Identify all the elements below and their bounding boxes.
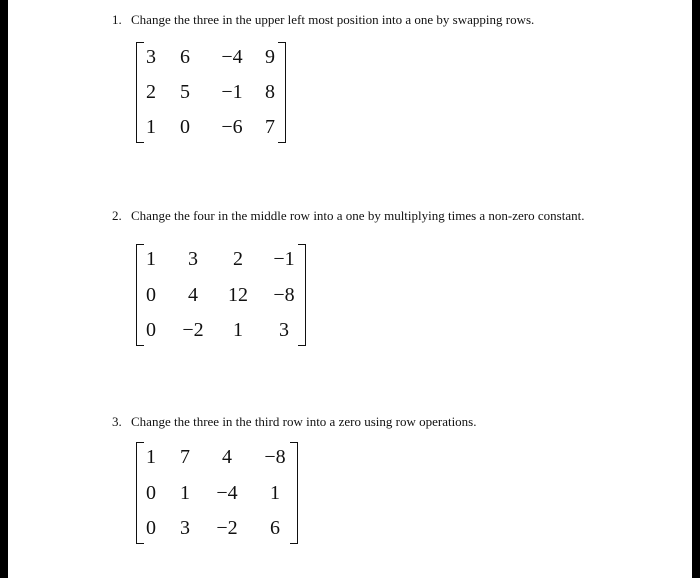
problem-2-statement: [112, 208, 584, 224]
right-bracket: [290, 442, 298, 544]
matrix-cell: 2: [146, 81, 156, 103]
left-bracket: [136, 42, 144, 143]
matrix-cell: −2: [182, 319, 204, 341]
right-bracket: [278, 42, 286, 143]
matrix-cell: −1: [221, 81, 243, 103]
matrix-cell: 0: [180, 116, 190, 138]
document-page: [8, 0, 692, 578]
problem-1-number: 1.: [112, 12, 122, 27]
matrix-cell: 1: [180, 482, 190, 504]
matrix-cell: 3: [188, 248, 198, 270]
matrix-cell: 1: [146, 446, 156, 468]
matrix-cell: 9: [265, 46, 275, 68]
matrix-cell: 7: [265, 116, 275, 138]
problem-1-statement: [112, 12, 534, 28]
matrix-cell: 2: [233, 248, 243, 270]
matrix-cell: −4: [221, 46, 243, 68]
matrix-cell: −8: [273, 284, 295, 306]
problem-2-number: 2.: [112, 208, 122, 223]
matrix-cell: 0: [146, 482, 156, 504]
matrix-cell: 1: [270, 482, 280, 504]
matrix-cell: 3: [279, 319, 289, 341]
matrix-cell: 12: [228, 284, 248, 306]
matrix-cell: 3: [180, 517, 190, 539]
matrix-cell: 8: [265, 81, 275, 103]
matrix-cell: 0: [146, 284, 156, 306]
matrix-cell: 6: [180, 46, 190, 68]
problem-1-matrix: [136, 42, 286, 143]
problem-3-statement: [112, 414, 477, 430]
problem-3-matrix: [136, 442, 298, 544]
left-bracket: [136, 244, 144, 346]
matrix-cell: −2: [216, 517, 238, 539]
matrix-cell: 4: [222, 446, 232, 468]
matrix-cell: 7: [180, 446, 190, 468]
matrix-cell: 4: [188, 284, 198, 306]
matrix-cell: 0: [146, 319, 156, 341]
problem-2-text: Change the four in the middle row into a one by multiplying times a non-zero constant.: [131, 208, 585, 223]
matrix-cell: 0: [146, 517, 156, 539]
problem-3-number: 3.: [112, 414, 122, 429]
left-bracket: [136, 442, 144, 544]
matrix-cell: 1: [233, 319, 243, 341]
matrix-cell: −1: [273, 248, 295, 270]
problem-2-matrix: [136, 244, 306, 346]
matrix-cell: 3: [146, 46, 156, 68]
problem-1-text: Change the three in the upper left most position into a one by swapping rows.: [131, 12, 535, 27]
matrix-cell: 1: [146, 248, 156, 270]
right-bracket: [298, 244, 306, 346]
matrix-cell: −6: [221, 116, 243, 138]
matrix-cell: 1: [146, 116, 156, 138]
problem-3-text: Change the three in the third row into a zero using row operations.: [131, 414, 477, 429]
matrix-cell: −4: [216, 482, 238, 504]
matrix-cell: 6: [270, 517, 280, 539]
matrix-cell: 5: [180, 81, 190, 103]
matrix-cell: −8: [264, 446, 286, 468]
